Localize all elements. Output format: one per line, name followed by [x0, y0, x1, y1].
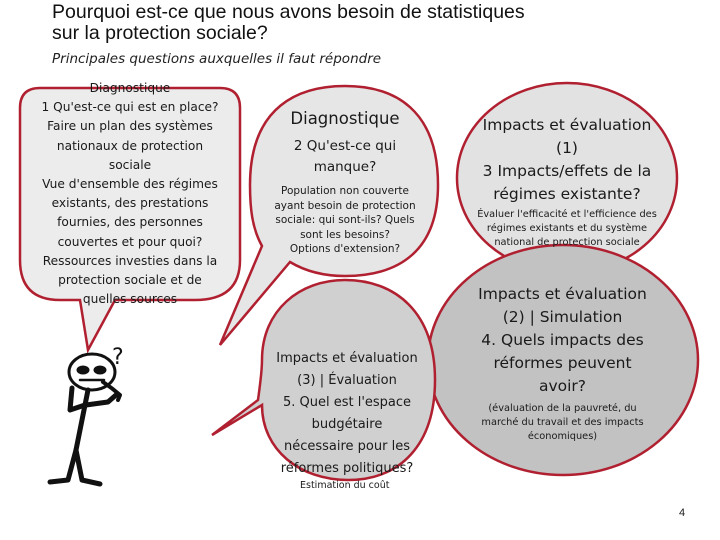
bubble-1-body-7: Ressources investies dans la: [42, 253, 218, 268]
page-number: 4: [679, 507, 686, 519]
bubble-1-body-6: couvertes et pour quoi?: [57, 234, 203, 249]
bubble-5-heading-0: Impacts et évaluation: [276, 351, 418, 366]
bubble-5-question-1: budgétaire: [311, 417, 383, 432]
bubble-2-question-1: manque?: [313, 159, 377, 175]
title-line-1: Pourquoi est-ce que nous avons besoin de statistiques: [52, 1, 525, 23]
bubble-2-text: [262, 106, 428, 257]
bubble-3-text: [467, 114, 667, 250]
figure-question-mark: ?: [112, 345, 124, 370]
bubble-1-body-3: Vue d'ensemble des régimes: [42, 177, 218, 192]
bubble-1-line1: 1 Qu'est-ce qui est en place?: [41, 100, 219, 115]
bubble-3-detail-1: régimes existants et du système: [486, 223, 648, 234]
cost-estimation-label: Estimation du coût: [300, 480, 390, 491]
bubble-1-body-9: quelles sources: [82, 292, 178, 307]
bubble-5-text: [266, 348, 428, 480]
bubble-3-detail-2: national de protection sociale: [494, 237, 640, 248]
bubble-1-body-1: nationaux de protection: [56, 138, 204, 153]
bubble-1-body-2: sociale: [108, 157, 152, 172]
bubble-3-heading-0: Impacts et évaluation: [482, 116, 652, 134]
bubble-4-question-0: 4. Quels impacts des: [481, 331, 644, 349]
bubble-1-body-5: fournies, des personnes: [57, 215, 203, 230]
bubble-4-heading-1: (2) | Simulation: [502, 308, 623, 326]
bubble-2-detail-3: sont les besoins?: [300, 228, 390, 241]
bubble-4-text: [460, 283, 665, 444]
title-line-2: sur la protection sociale?: [52, 22, 268, 44]
bubble-3-heading-1: (1): [556, 139, 578, 157]
bubble-1-body-0: Faire un plan des systèmes: [47, 119, 213, 134]
bubble-5-question-0: 5. Quel est l'espace: [282, 395, 412, 410]
bubble-4-detail-1: marché du travail et des impacts: [481, 417, 644, 428]
bubble-2-detail-4: Options d'extension?: [289, 243, 401, 255]
bubble-1-body-8: protection sociale et de: [58, 273, 202, 288]
bubble-5-heading-1: (3) | Évaluation: [297, 373, 397, 388]
bubble-1-text: [24, 79, 236, 309]
bubble-2-detail-1: ayant besoin de protection: [274, 199, 416, 212]
bubble-4-question-2: avoir?: [538, 377, 587, 395]
bubble-2-detail-0: Population non couverte: [281, 185, 409, 197]
bubble-1-body-4: existants, des prestations: [51, 196, 209, 211]
bubble-4-detail-0: (évaluation de la pauvreté, du: [488, 403, 637, 414]
bubble-2-question-0: 2 Qu'est-ce qui: [293, 138, 397, 154]
bubble-3-detail-0: Évaluer l'efficacité et l'efficience des: [477, 209, 657, 220]
slide-subtitle: Principales questions auxquelles il faut répondre: [52, 51, 382, 67]
bubble-4-heading-0: Impacts et évaluation: [478, 285, 647, 303]
thinking-person-icon: [50, 354, 120, 484]
bubble-5-question-3: réformes politiques?: [280, 461, 414, 476]
bubble-5-question-2: nécessaire pour les: [283, 439, 410, 454]
bubble-2-detail-2: sociale: qui sont-ils? Quels: [275, 214, 415, 226]
bubble-4-question-1: réformes peuvent: [493, 354, 632, 372]
bubble-3-question-1: régimes existante?: [493, 185, 641, 203]
bubble-1-heading: Diagnostique: [89, 81, 171, 95]
bubble-4-detail-2: économiques): [527, 431, 598, 442]
bubble-3-question-0: 3 Impacts/effets de la: [482, 162, 652, 180]
bubble-2-heading: Diagnostique: [290, 109, 400, 128]
